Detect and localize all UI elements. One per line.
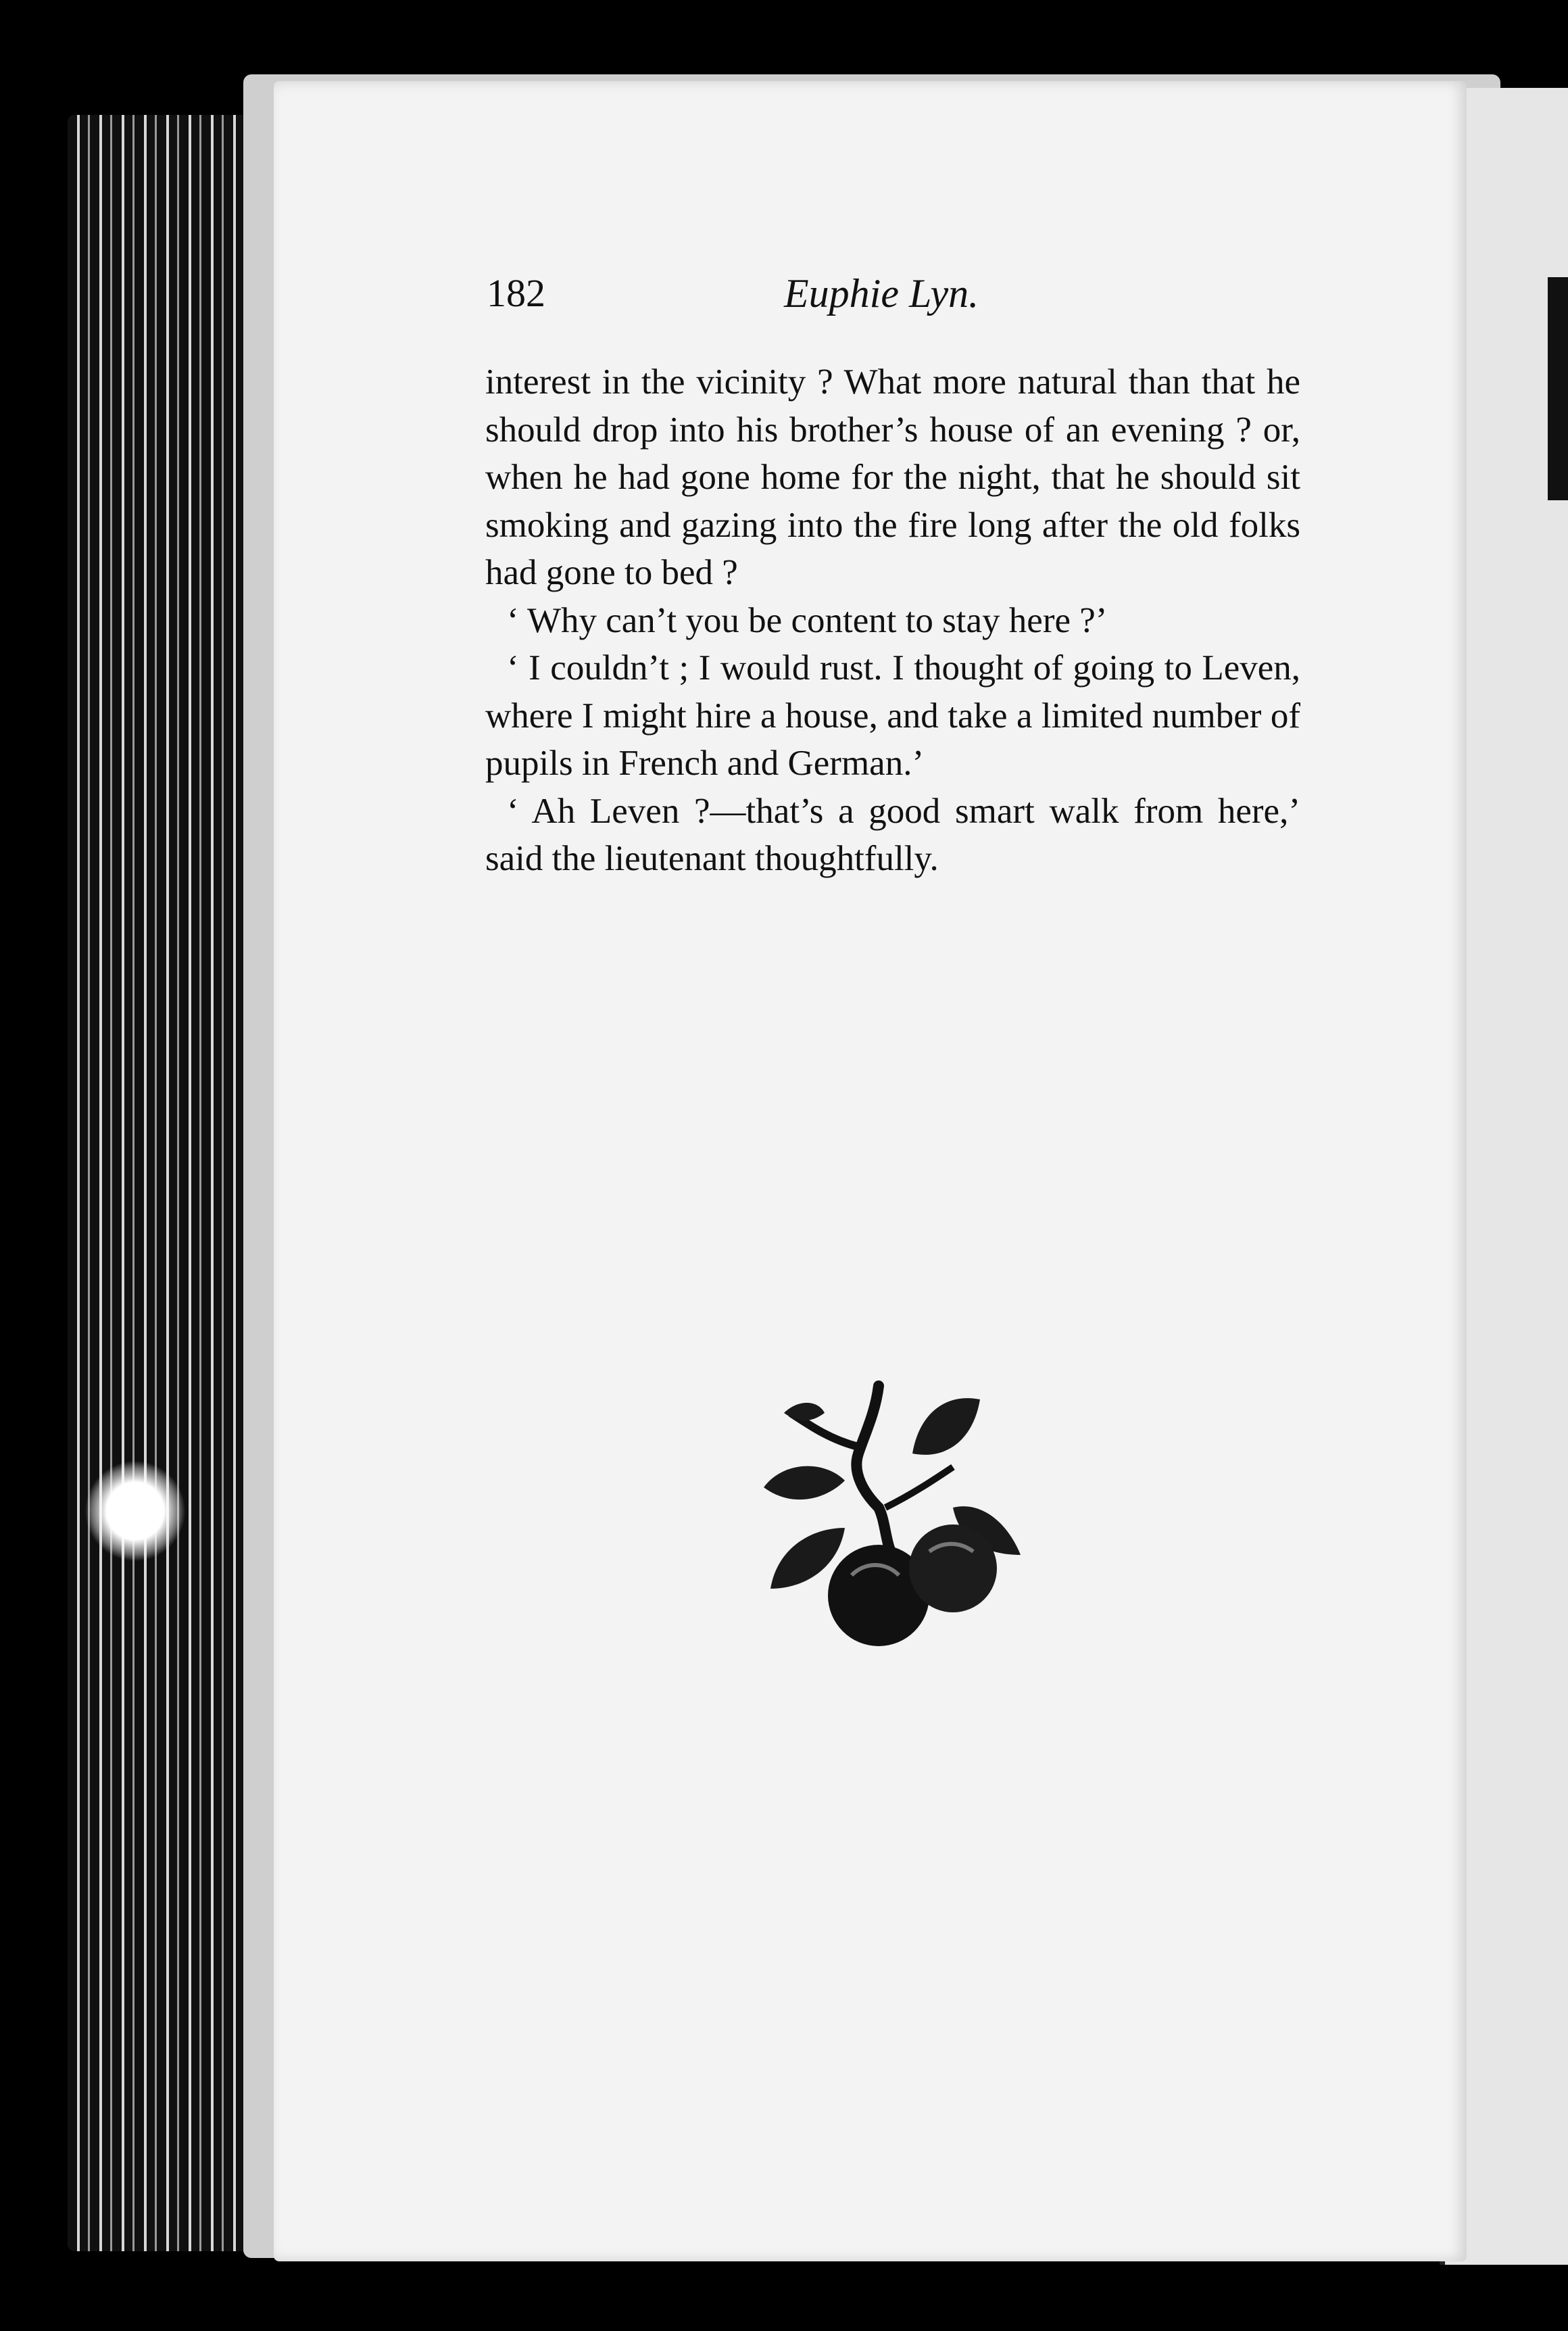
paragraph: ‘ I couldn’t ; I would rust. I thought of going to Leven, where I might hire a house, and take a limited number of pupils in French and German.’ <box>485 648 1300 783</box>
page-header <box>487 270 1298 331</box>
scan-blemish <box>84 1460 186 1562</box>
fruit-branch-ornament-icon <box>750 1372 1048 1656</box>
paragraph: interest in the vicinity ? What more natural than that he should drop into his brother’s house of an evening ? or, when he had gone home for the night, that he should sit smoking and gazing into the fire long after the old folks had gone to bed ? <box>485 362 1300 592</box>
running-title: Euphie Lyn. <box>784 271 979 316</box>
paragraph: ‘ Ah Leven ?—that’s a good smart walk from here,’ said the lieutenant thoughtfully. <box>485 791 1300 878</box>
paragraph: ‘ Why can’t you be content to stay here ?’ <box>507 600 1108 640</box>
page-number: 182 <box>487 271 545 315</box>
page-edges <box>68 115 270 2251</box>
body-text <box>485 358 1300 883</box>
facing-page-tab <box>1548 277 1568 500</box>
